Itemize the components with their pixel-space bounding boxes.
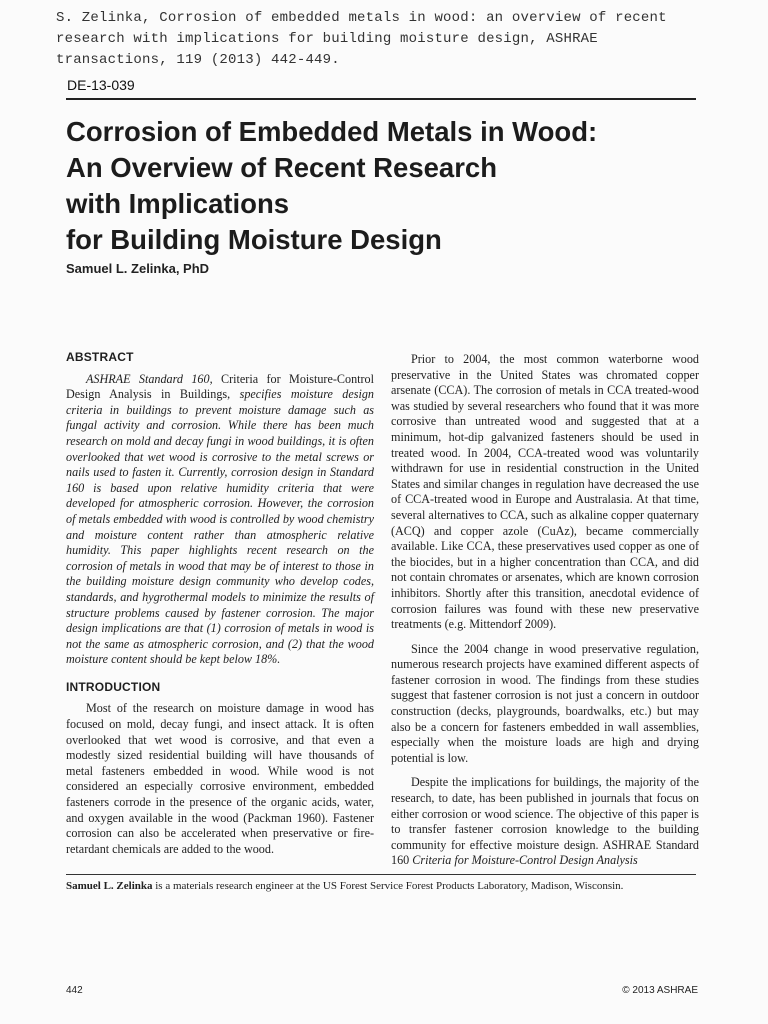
title-line: An Overview of Recent Research <box>66 152 498 183</box>
footnote-rule <box>66 874 696 875</box>
paper-title <box>66 114 706 258</box>
body-paragraph-3-italic: Criteria for Moisture-Control Design Analysis <box>412 853 638 868</box>
author-footnote <box>66 880 696 892</box>
page-number: 442 <box>66 985 83 996</box>
abstract-heading: ABSTRACT <box>66 350 134 364</box>
footnote-author-name: Samuel L. Zelinka <box>66 880 153 892</box>
header-rule <box>66 98 696 100</box>
title-line: Corrosion of Embedded Metals in Wood: <box>66 116 598 147</box>
body-paragraph-3-text: Despite the implications for buildings, the majority of the research, to date, has been published in journals that focus on either corrosion or wood science. The objective of this paper is to transfer fastener corrosion knowledge to the building community for effective moisture design. ASHRAE Standard 160 <box>391 775 699 868</box>
abstract-body-text: specifies moisture design criteria in buildings to prevent moisture damage such as fungal activity and corrosion. While there has been much research on mold and decay fungi in wood buildings, it is often overlooked that wet wood is corrosive to the metal screws or nails used to fasten it. Currently, corrosion design in Standard 160 is based upon relative humidity criteria that were developed for atmospheric corrosion. However, the corrosion of metals embedded with wood is controlled by wood chemistry and moisture content rather than atmospheric relative humidity. This paper highlights recent research on the corrosion of metals in wood that may be of interest to those in the building moisture design community who develop codes, standards, and hygrothermal models to minimize the results of structure problems caused by fastener corrosion. The major design implications are that (1) corrosion of metals in wood is not the same as atmospheric corrosion, and (2) that the wood moisture content should be kept below 18%. <box>66 387 374 667</box>
abstract-lead-italic: ASHRAE Standard 160, <box>86 371 213 386</box>
footnote-text: is a materials research engineer at the US Forest Service Forest Products Laboratory, Madison, Wisconsin. <box>152 880 624 892</box>
body-paragraph-3 <box>391 775 699 869</box>
author-name: Samuel L. Zelinka, PhD <box>66 261 210 276</box>
right-column <box>391 352 699 869</box>
document-id: DE-13-039 <box>67 77 135 93</box>
title-line: with Implications <box>66 188 290 219</box>
body-paragraph-2: Since the 2004 change in wood preservative regulation, numerous research projects have examined different aspects of fastener corrosion in wood. The findings from these studies suggest that fastener corrosion is not just a concern in outdoor construction (decks, playgrounds, boardwalks, etc.) but may also be a concern for fasteners embedded in wall assemblies, especially when the moisture loads are high and drying potential is low. <box>391 641 699 765</box>
title-line: for Building Moisture Design <box>66 224 442 255</box>
introduction-paragraph: Most of the research on moisture damage in wood has focused on mold, decay fungi, and insect attack. It is often overlooked that wet wood is corrosive, and that even a modestly sized residential building will have thousands of metal fasteners embedded in wood. While wood is not considered an especially corrosive environment, embedded fasteners corrode in the presence of the organic acids, water, and oxygen available in the wood (Packman 1960). Fastener corrosion can also be accelerated when preservative or fire-retardant chemicals are added to the wood. <box>66 701 374 856</box>
body-paragraph-1: Prior to 2004, the most common waterborne wood preservative in the United States was chromated copper arsenate (CCA). The corrosion of metals in CCA treated-wood was studied by several researchers who found that it was more corrosive than untreated wood and suggested that at a minimum, hot-dip galvanized fasteners should be used in treated wood. In 2004, CCA-treated wood was voluntarily withdrawn for use in residential construction in the United States and similar changes in regulation have decreased the use of CCA-treated wood in Europe and Australasia. At that time, several alternatives to CCA, such as alkaline copper quaternary (ACQ) and copper azole (CuAz), became commercially available. Like CCA, these preservatives used copper as one of the biocides, but in a higher concentration than CCA, and did not contain chromates or arsenates, which are known corrosion inhibitors. Shortly after this transition, anecdotal evidence of corrosion failures was found with these new preservative treatments (e.g. Mittendorf 2009). <box>391 352 699 632</box>
abstract-paragraph <box>66 372 374 668</box>
left-column <box>66 350 374 857</box>
citation-header: S. Zelinka, Corrosion of embedded metals in wood: an overview of recent research with implications for building moisture design, ASHRAE transactions, 119 (2013) 442-449. <box>56 10 667 68</box>
copyright-notice: © 2013 ASHRAE <box>622 985 698 996</box>
introduction-heading: INTRODUCTION <box>66 679 161 694</box>
abstract-lead-upright: Criteria for Moisture-Control Design Analysis in Buildings, <box>66 371 374 402</box>
